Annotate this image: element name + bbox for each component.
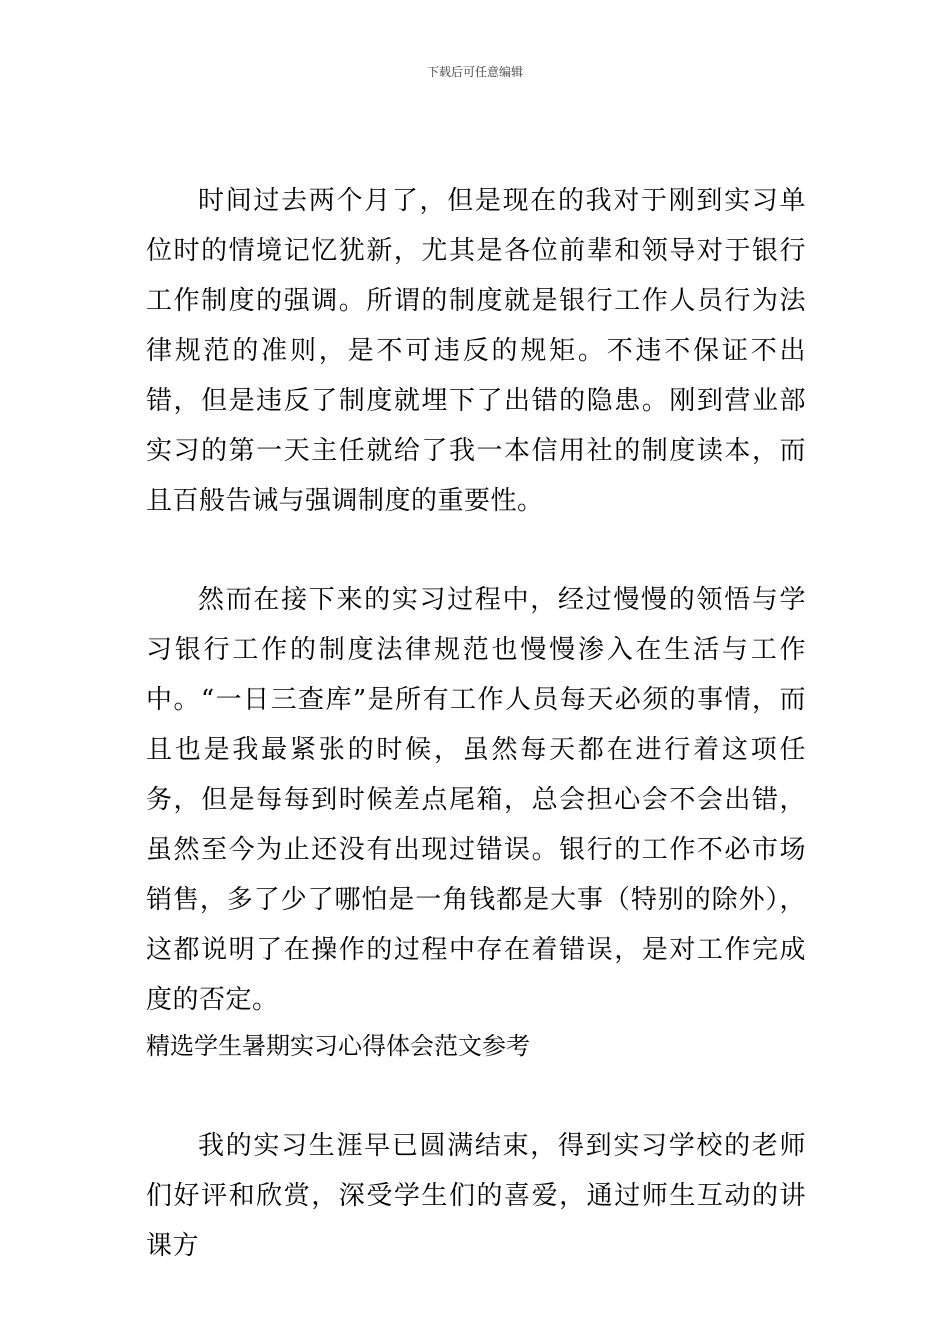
page-header-note: 下载后可任意编辑: [426, 65, 523, 79]
body-paragraph-1: 时间过去两个月了，但是现在的我对于刚到实习单位时的情境记忆犹新，尤其是各位前辈和领导对于银行工作制度的强调。所谓的制度就是银行工作人员行为法律规范的准则，是不可违反的规矩。不违不保证不出错，但是违反了制度就埋下了出错的隐患。刚到营业部实习的第一天主任就给了我一本信用社的制度读本，而且百般告诫与强调制度的重要性。: [146, 186, 806, 516]
body-paragraph-2: 然而在接下来的实习过程中，经过慢慢的领悟与学习银行工作的制度法律规范也慢慢渗入在生活与工作中。“一日三查库”是所有工作人员每天必须的事情，而且也是我最紧张的时候，虽然每天都在进行着这项任务，但是每每到时候差点尾箱，总会担心会不会出错，虽然至今为止还没有出现过错误。银行的工作不必市场销售，多了少了哪怕是一角钱都是大事（特别的除外），这都说明了在操作的过程中存在着错误，是对工作完成度的否定。: [146, 585, 806, 1015]
body-paragraph-3: 我的实习生涯早已圆满结束，得到实习学校的老师们好评和欣赏，深受学生们的喜爱，通过师生互动的讲课方: [146, 1131, 806, 1261]
section-title: 精选学生暑期实习心得体会范文参考: [146, 1032, 530, 1060]
